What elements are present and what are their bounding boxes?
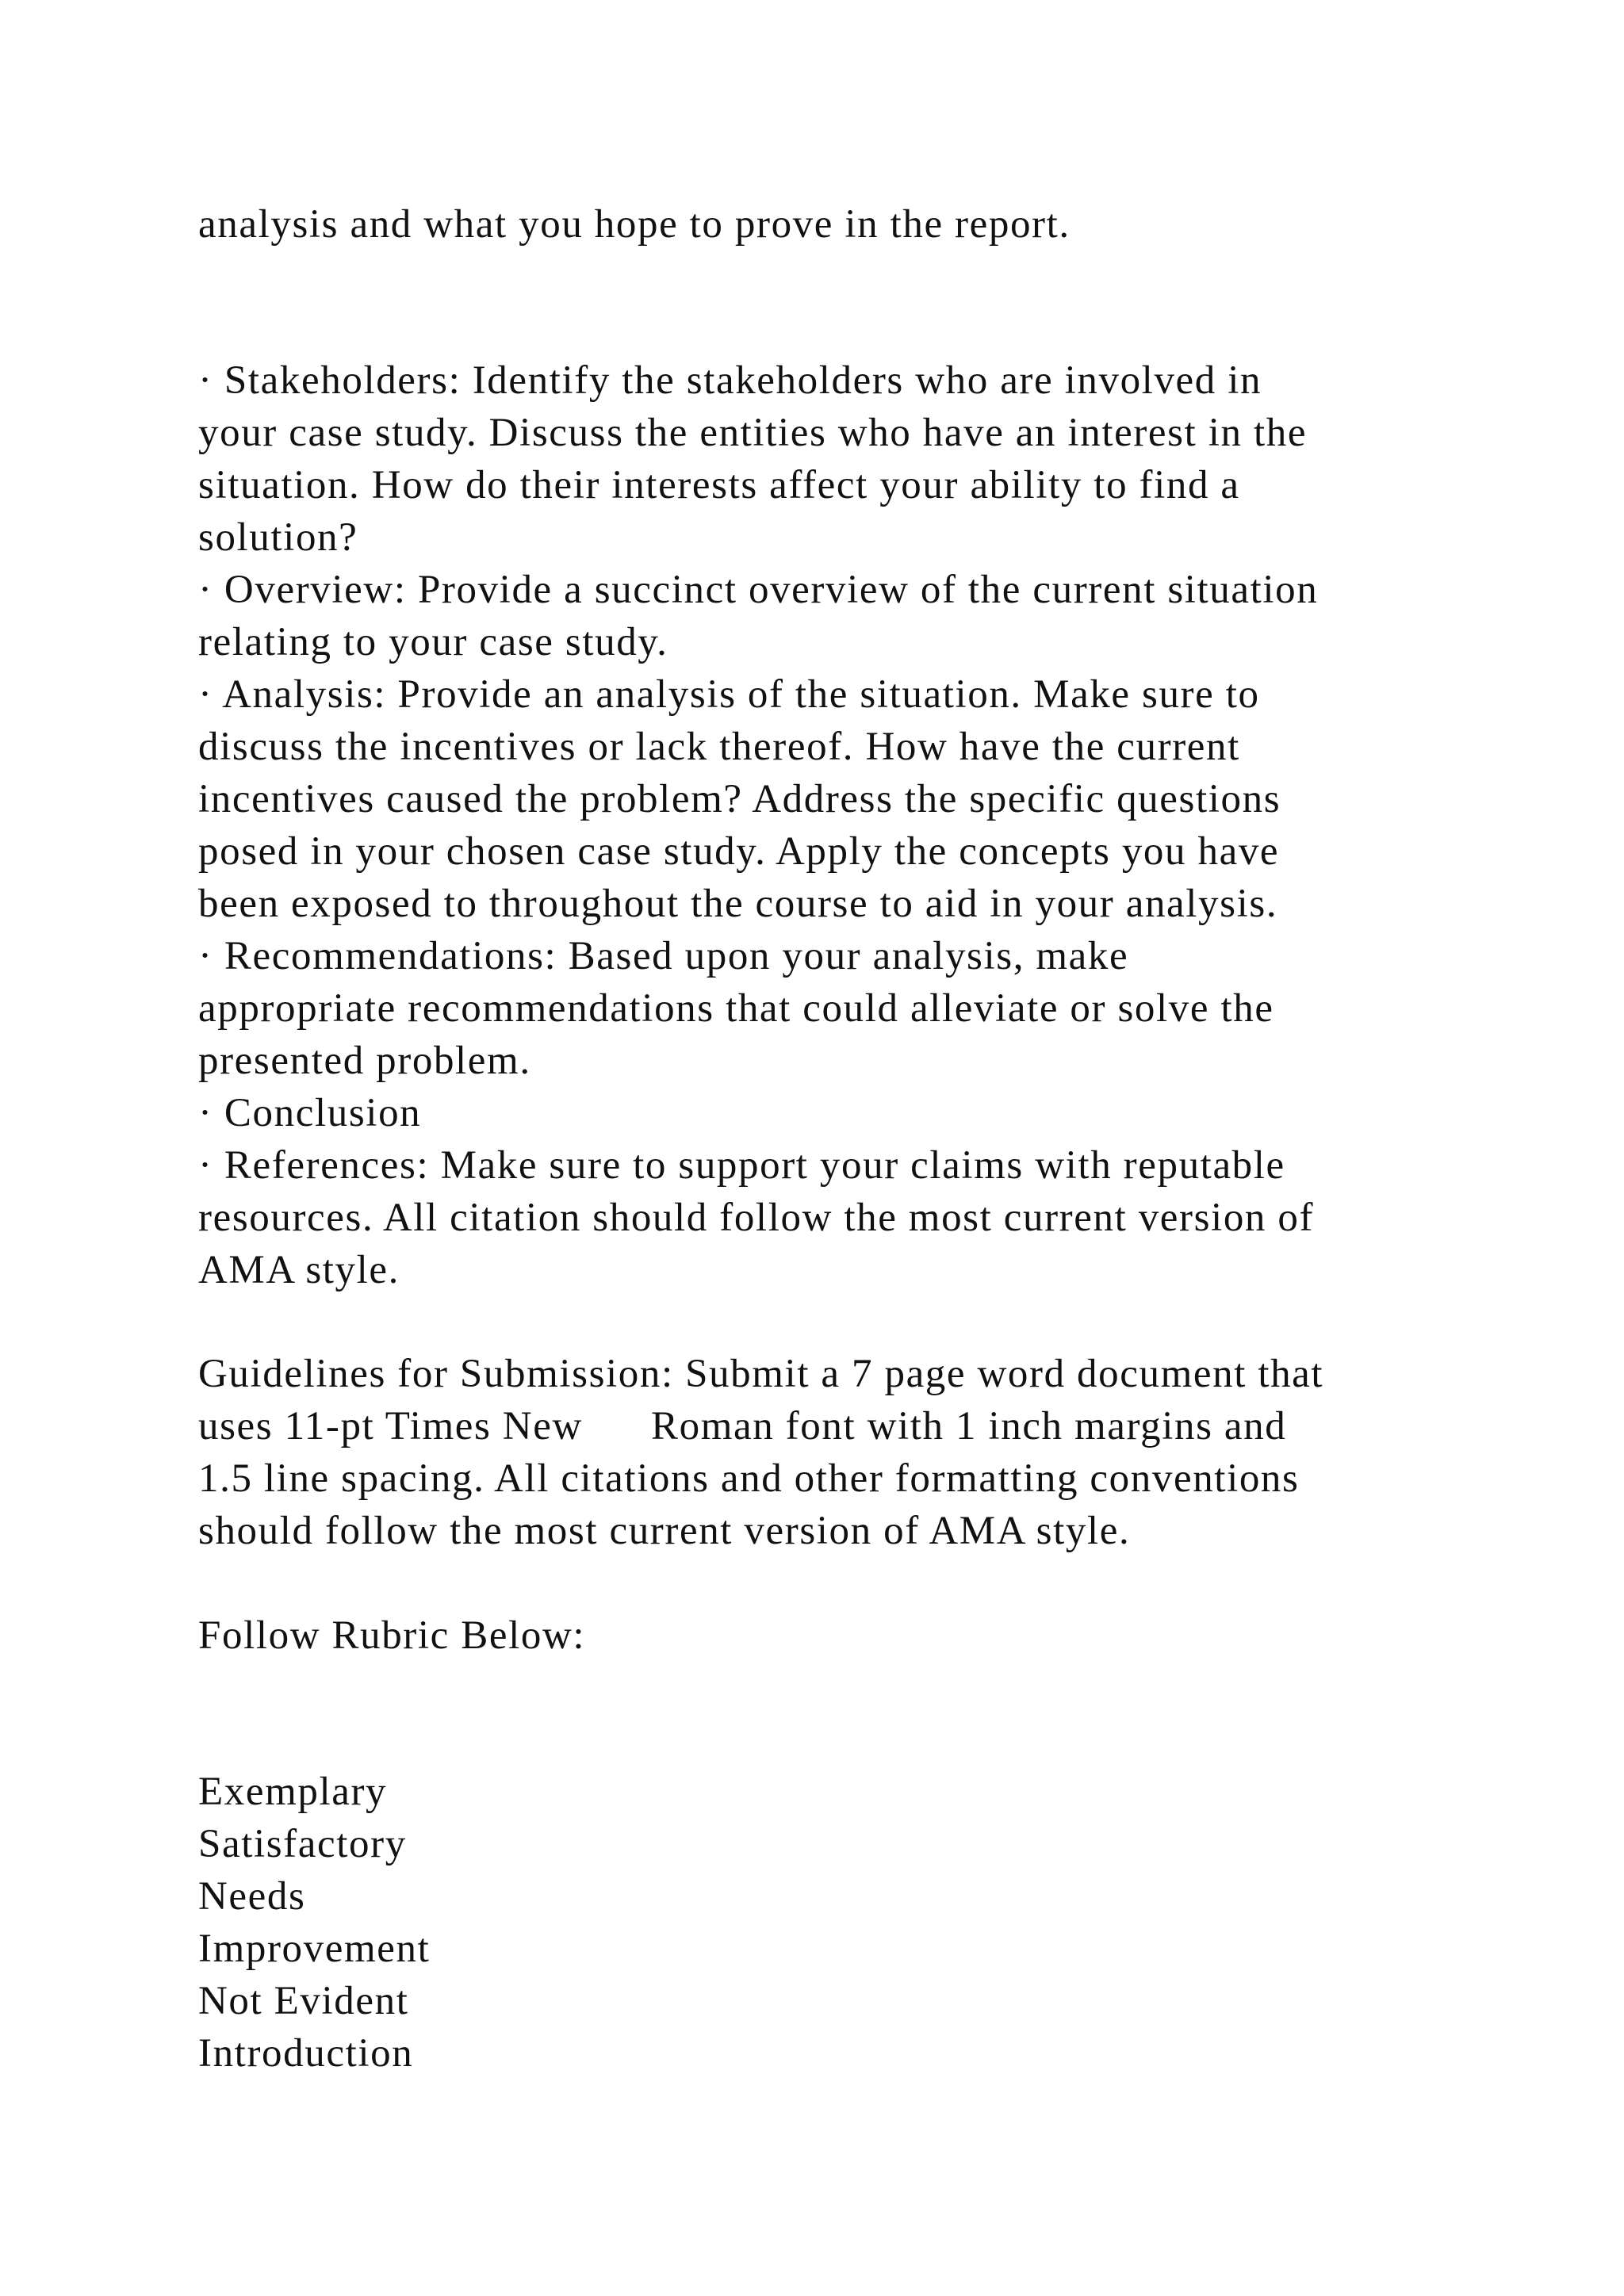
text-line: relating to your case study. [198, 620, 668, 664]
text-line: · Recommendations: Based upon your analysis, make [198, 934, 1129, 978]
text-line: incentives caused the problem? Address the specific questions [198, 777, 1281, 821]
text-line: should follow the most current version of AMA style. [198, 1509, 1131, 1553]
text-line: discuss the incentives or lack thereof. How have the current [198, 725, 1240, 769]
text-line: Introduction [198, 2031, 414, 2076]
text-line: · Stakeholders: Identify the stakeholders who are involved in [198, 358, 1262, 403]
text-line: 1.5 line spacing. All citations and other formatting conventions [198, 1456, 1300, 1501]
text-line: resources. All citation should follow the most current version of [198, 1196, 1315, 1240]
text-line: analysis and what you hope to prove in the report. [198, 202, 1071, 247]
text-line: Follow Rubric Below: [198, 1613, 586, 1658]
text-line: Needs [198, 1874, 306, 1919]
text-line: AMA style. [198, 1248, 400, 1292]
text-line: Improvement [198, 1927, 431, 1971]
text-line: situation. How do their interests affect your ability to find a [198, 463, 1240, 507]
text-line: · Analysis: Provide an analysis of the situation. Make sure to [198, 672, 1260, 717]
text-line: Exemplary [198, 1770, 388, 1814]
text-line: Not Evident [198, 1979, 409, 2023]
text-line: been exposed to throughout the course to aid in your analysis. [198, 882, 1278, 926]
text-line: · References: Make sure to support your claims with reputable [198, 1143, 1285, 1188]
text-line: posed in your chosen case study. Apply the concepts you have [198, 829, 1280, 874]
text-line: solution? [198, 515, 358, 560]
text-line: Satisfactory [198, 1822, 407, 1866]
text-line: uses 11-pt Times New Roman font with 1 inch margins and [198, 1404, 1287, 1448]
text-line: Guidelines for Submission: Submit a 7 page word document that [198, 1352, 1324, 1396]
text-line: appropriate recommendations that could alleviate or solve the [198, 986, 1274, 1031]
text-line: presented problem. [198, 1039, 531, 1083]
text-line: your case study. Discuss the entities who have an interest in the [198, 411, 1308, 455]
text-line: · Conclusion [198, 1091, 422, 1135]
text-line: · Overview: Provide a succinct overview of the current situation [198, 568, 1319, 612]
